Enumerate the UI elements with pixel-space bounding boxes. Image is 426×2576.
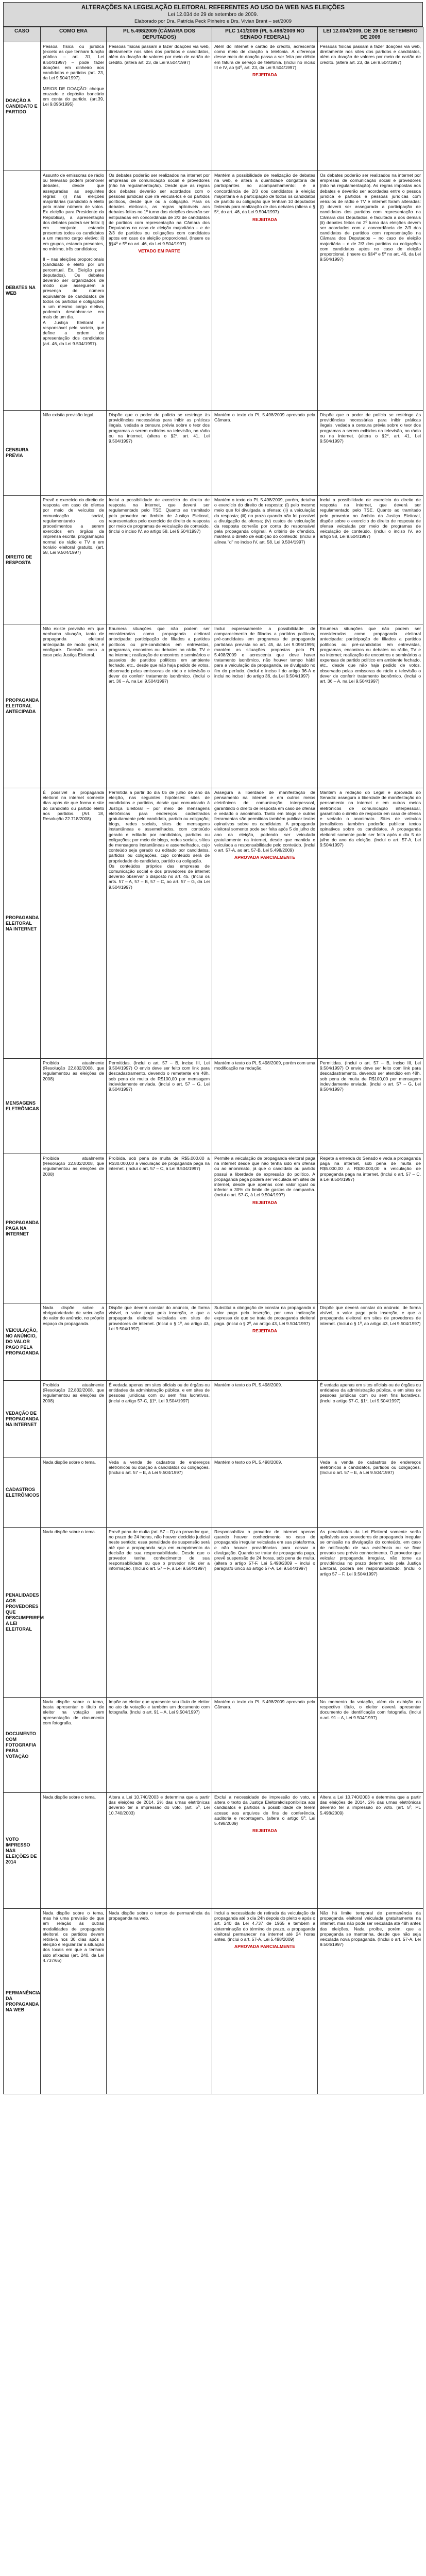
column-header-como-era: COMO ERA: [41, 27, 107, 42]
cell-plc-senado: [212, 1154, 318, 1303]
cell-como-era: [41, 1381, 107, 1458]
cell-pl-camara-text: Permitida a partir do dia 05 de julho de ano da eleição, nas seguintes hipóteses: sites de candidatos e partidos, desde que comunicado à Justiça Eleitoral – por meio de mensagens eletrônicas para endereços cadastrados gratuitamente pelo candidato, partido ou coligação; blogs, redes sociais, sites de mensagens instantâneas e assemelhados, com conteúdo gerado e editado por candidatos, partidos ou coligações; por meio de blogs, redes sociais, sítios de mensagens instantâneas e assemelhados, cujo conteúdo seja gerado ou editado por candidatos, partidos ou coligações, cujo conteúdo será de propriedade do candidato, partido ou coligação. Os conteúdos próprios das empresas de comunicação social e dos provedores de internet deverão observar o disposto no art. 45. (Inclui os arts. 57 – A, 57 – B, 57 – C, ao art. 57 – G, da Lei 9.504/1997): [109, 790, 210, 890]
cell-plc-senado: [212, 788, 318, 1059]
cell-como-era-text: Nada dispõe sobre o tema.: [43, 1794, 96, 1800]
cell-plc-senado-text: Mantém a possibilidade de realização de debates na web, e altera a quantidade obrigatória de participantes no acompanhamento: é a concordância de 2/3 dos candidatos à eleição majoritária e a participação de todos os candidatos de partido ou coligação que tenham 10 deputados federais para realização de dos debates (altera o § 5º, do art. 46, da Lei 9.504/1997): [214, 173, 315, 215]
cell-como-era-text: Nada dispõe sobre a obrigatoriedade de veiculação do valor do anúncio, no próprio espaço da propaganda.: [43, 1305, 104, 1326]
cell-lei: [318, 1154, 423, 1303]
cell-caso-text: DOAÇÃO A CANDIDATO E PARTIDO: [6, 98, 38, 114]
cell-caso-text: CADASTROS ELETRÔNICOS: [6, 1487, 40, 1498]
cell-plc-senado-text: Mantém o texto do PL 5.498/2009.: [214, 1460, 282, 1465]
cell-plc-senado: [212, 42, 318, 171]
cell-plc-senado: [212, 496, 318, 624]
cell-como-era: [41, 496, 107, 624]
cell-pl-camara-text: Pessoas físicas passam a fazer doações via web, diretamente nos sites dos partidos e candidatos, além da doação de valores por meio de cartão de crédito. (altera art. 23, da Lei 9.504/1997): [109, 44, 210, 65]
cell-como-era-text: Nada dispõe sobre o tema, basta apresentar o título de eleitor na votação sem apresentação de documento com fotografia.: [43, 1699, 104, 1725]
cell-caso-text: PROPAGANDA PAGA NA INTERNET: [6, 1220, 39, 1236]
cell-pl-camara-text: É vedada apenas em sites oficiais ou de órgãos ou entidades da administração pública, e em sites de pessoas jurídicas com ou sem fins lucrativos. (inclui o artigo 57-C, §1º, Lei 9.504/1997): [109, 1382, 210, 1403]
cell-caso-text: VEDAÇÃO DE PROPAGANDA NA INTERNET: [6, 1411, 39, 1427]
table-row: [4, 1303, 423, 1381]
cell-plc-senado-text: Assegura a liberdade de manifestação de pensamento na internet e em outros meios eletrônicos de comunicação interpessoal, garantindo o direito de resposta em caso de ofensa e vedado o anonimato. Tanto em blogs e outras ferramentas são permitidas também publicar textos opinativos sobre os candidatos. A propaganda eleitoral somente pode ser feita após 5 de julho do ano da eleição, podendo ser veiculada gratuitamente na internet, desde que mantida e veiculada a responsabilidade pelo conteúdo. (inclui o art. 57-A, ao art. 57-B, Lei 5.498/2009): [214, 790, 315, 853]
cell-como-era: [41, 1909, 107, 2094]
cell-plc-senado-text: Mantém o texto do PL 5.498/2009 aprovado pela Câmara.: [214, 412, 315, 423]
cell-lei-text: Veda a venda de cadastros de endereços eletrônicos a candidatos, partidos ou coligações. (Inclui o art. 57 – E, à Lei 9.504/1997): [320, 1460, 421, 1476]
table-row: [4, 1698, 423, 1793]
cell-caso-text: CENSURA PRÉVIA: [6, 447, 29, 458]
cell-pl-camara-text: Dispõe que o poder de polícia se restringe às providências necessárias para inibir as práticas ilegais, vedada a censura prévia sobre o teor dos programas a serem exibidos na televisão, no rádio ou na internet. (altera o §2º, art. 41, Lei 9.504/1997): [109, 412, 210, 444]
cell-caso-text: MENSAGENS ELETRÔNICAS: [6, 1100, 39, 1111]
column-header-pl-camara: PL 5.498/2009 (CÂMARA DOS DEPUTADOS): [107, 27, 212, 42]
cell-lei: [318, 42, 423, 171]
cell-como-era: [41, 1303, 107, 1381]
cell-caso: [4, 1381, 41, 1458]
cell-plc-senado: [212, 1303, 318, 1381]
cell-como-era: [41, 1154, 107, 1303]
cell-como-era-text: Proibida atualmente (Resolução 22.832/2008, que regulamentou as eleições de 2008): [43, 1156, 104, 1177]
cell-pl-camara: [107, 624, 212, 788]
cell-como-era-text: Prevê o exercício do direito de resposta em caso de ofensa por meio de veículos de comunicação social, regulamentando os procedimentos a serem exercidos em órgãos da imprensa escrita, programação normal de rádio e TV e em horário eleitoral gratuito. (art. 58, Lei 9.504/1997): [43, 497, 104, 555]
document-subtitle: Lei 12.034 de 29 de setembro de 2009.: [168, 12, 258, 18]
cell-pl-camara: [107, 42, 212, 171]
document-credit: Elaborado por Dra. Patrícia Peck Pinheiro e Drs. Vivian Brant – set/2009: [134, 19, 292, 24]
cell-lei: [318, 1909, 423, 2094]
cell-lei-text: É vedada apenas em sites oficiais ou de órgãos ou entidades da administração pública, e em sites de pessoas jurídicas com ou sem fins lucrativos. (inclui o artigo 57-C, §1º, Lei 9.504/1997): [320, 1382, 421, 1403]
cell-lei: [318, 411, 423, 496]
cell-pl-camara-text: Veda a venda de cadastros de endereços eletrônicos ou doação a candidatos ou coligações. (Inclui o art. 57 – E, à Lei 9.504/1997): [109, 1460, 210, 1476]
table-row: [4, 1381, 423, 1458]
cell-como-era: [41, 1528, 107, 1698]
cell-como-era-text: Nada dispõe sobre o tema.: [43, 1529, 96, 1534]
cell-lei-text: Dispõe que deverá constar do anúncio, de forma visível, o valor pago pela inserção, e que a propaganda eleitoral em sites de provedores de internet. (Inclui o § 1º, ao artigo 43, Lei 9.504/1997): [320, 1305, 421, 1326]
cell-plc-senado-text: Permite a veiculação de propaganda eleitoral paga na internet desde que não tenha sido em ofensa ou ao anonimato, já que o candidato ou partido possui a liberdade de expressão do político. A propaganda paga poderá ser veiculada em sites de internet, desde que apenas com valor igual ou inferior a 30% do limite de gastos de campanha. (inclui o art. 57-C, à Lei 9.504/1997): [214, 1156, 315, 1198]
cell-caso-text: VEICULAÇÃO, NO ANÚNCIO, DO VALOR PAGO PELA PROPAGANDA: [6, 1328, 39, 1355]
table-row: [4, 1458, 423, 1528]
cell-pl-camara: [107, 1528, 212, 1698]
cell-caso-text: DEBATES NA WEB: [6, 285, 36, 296]
cell-plc-senado-text: Inclui a necessidade de retirada da veiculação da propaganda até o dia 24h depois do pleito e após o art. 240 da Lei 4.737 de 1965 e também a determinação do término do prazo, a propaganda eleitoral permanecer na internet até 24 horas antes. (inclui o art. 57-A, Lei 5.498/2009): [214, 1910, 315, 1942]
document-title: ALTERAÇÕES NA LEGISLAÇÃO ELEITORAL REFERENTES AO USO DA WEB NAS ELEIÇÕES: [81, 5, 345, 11]
table-row: [4, 1909, 423, 2094]
cell-caso: [4, 624, 41, 788]
cell-plc-senado-text: Mantém o texto do PL 5.498/2009, porém, detalha o exercício do direito de resposta: (i) pelo mesmo meio que foi divulgada a ofensa; (ii) a veiculação da resposta; (iii) no prazo quando não foi possível a divulgação da ofensa; (iv) custos de veiculação da resposta correrão por conta do responsável pela propaganda original. A critério de ofendido, manterá o direito de exibição do conteúdo. (inclui a alínea "d" no inciso IV, art. 58, Lei 9.504/1997): [214, 497, 315, 545]
table-row: [4, 1528, 423, 1698]
cell-plc-senado: [212, 171, 318, 411]
cell-lei: [318, 171, 423, 411]
cell-lei-text: As penalidades da Lei Eleitoral somente serão aplicáveis aos provedores de propaganda irregular se omissão na divulgação do conteúdo, em caso de notificação de sua existência ou se ficar provado seu prévio conhecimento. O provedor que veicular propaganda irregular, não tome as providências no prazo determinado pela Justiça Eleitoral, poderá ser responsabilizado. (inclui o artigo 57 – F, Lei 9.504/1997): [320, 1529, 421, 1577]
cell-plc-senado-text: Substitui a obrigação de constar na propaganda o valor pago pela inserção, por uma indicação expressa de que se trata de propaganda eleitoral paga. (inclui o § 2º, ao artigo 43, Lei 9.504/1997): [214, 1305, 315, 1326]
cell-como-era: [41, 788, 107, 1059]
cell-pl-camara-text: Impõe ao eleitor que apresente seu título de eleitor no ato da votação e também um documento com fotografia. (Inclui o art. 91 – A, Lei 9.504/1997): [109, 1699, 210, 1715]
cell-como-era: [41, 42, 107, 171]
cell-lei: [318, 624, 423, 788]
cell-como-era: [41, 171, 107, 411]
cell-como-era: [41, 1793, 107, 1909]
cell-pl-camara: [107, 496, 212, 624]
cell-como-era: [41, 624, 107, 788]
cell-caso-text: PROPAGANDA ELEITORAL NA INTERNET: [6, 914, 39, 931]
status-label: REJEITADA: [252, 1199, 278, 1205]
cell-como-era: [41, 1458, 107, 1528]
cell-lei-text: Os debates poderão ser realizados na internet por empresas de comunicação social e provedores (não há regulamentação). As regras impostas aos debates e deverão ser acordadas entre o pessoa jurídica e partidos e pessoas jurídicas com veículos de rádio e TV e internet foram alteradas: (i) deverá ser assegurada a participação de candidatos dos partidos com representação na Câmara dos Deputados, e facultada a dos demais (ii) debates feitos no 2º turno das eleições devem ser acordados com a concordância de 2/3 dos candidatos de partidos com representação na Câmara dos Deputados – no caso de eleição majoritária – e de 2/3 dos partidos ou coligações com candidatos aptos no caso de eleição proporcional. (Insere os §§4º e 5º no art. 46, da Lei 9.504/1997): [320, 173, 421, 262]
cell-plc-senado: [212, 624, 318, 788]
cell-pl-camara-text: Enumera situações que não podem ser consideradas como propaganda eleitoral antecipada: participação de filiados a partidos políticos ou pré-candidatos em entrevistas, programas, encontros ou debates no rádio, TV e na internet; realização de encontros e seminários e passeios de partidos políticos em ambiente fechado, etc., desde que não haja pedido de votos, observado pelas emissoras de rádio e televisão o dever de conferir tratamento isonômico. (Inclui o art. 36 – A, na Lei 9.504/1997): [109, 626, 210, 684]
cell-como-era-text: Pessoa física ou jurídica (exceto as que tenham função pública – art. 31, Lei 9.504/1997) – pode fazer doações em dinheiro aos candidatos e partidos (art. 23, da Lei 9.504/1997). MEIOS DE DOAÇÃO: cheque cruzado e depósito bancário em conta do partido. (art.39, Lei 9.096/1995): [43, 44, 104, 107]
cell-pl-camara: [107, 1154, 212, 1303]
cell-caso: [4, 1303, 41, 1381]
cell-caso: [4, 42, 41, 171]
cell-pl-camara: [107, 1909, 212, 2094]
cell-pl-camara: [107, 1698, 212, 1793]
cell-plc-senado: [212, 1381, 318, 1458]
table-row: [4, 1059, 423, 1154]
cell-como-era-text: É possível a propaganda eleitoral na internet somente dias após de que forma o site do candidato ou partido eleito aos partidos. (Art. 18, Resolução 22.718/2008): [43, 790, 104, 822]
cell-caso: [4, 1458, 41, 1528]
cell-lei: [318, 1698, 423, 1793]
cell-plc-senado: [212, 1458, 318, 1528]
cell-pl-camara-text: Os debates poderão ser realizados na internet por empresas de comunicação social e provedores (não há regulamentação). Desde que as regras dos debates deverão ser acordados com o pessoas jurídicas que irá veiculá-los e os partidos políticos, desde que ou a coligação. Para os debates eleitorais, as regras aplicáveis aos debates feitos no 1º turno das eleições deverão ser estipuladas em concordância de 2/3 de candidatos de partidos com representação na Câmara dos Deputados no caso de eleição majoritária – e de 2/3 de partidos ou coligações com candidatos aptos em caso de eleição proporcional. (Insere os §§4º e 5º no art. 46, da Lei 9.504/1997): [109, 173, 210, 246]
cell-caso-text: DIREITO DE RESPOSTA: [6, 554, 32, 565]
cell-como-era-text: Nada dispõe sobre o tema.: [43, 1460, 96, 1465]
cell-pl-camara: [107, 411, 212, 496]
cell-caso: [4, 1909, 41, 2094]
cell-caso: [4, 1528, 44, 1698]
cell-pl-camara: [107, 1458, 212, 1528]
cell-lei: [318, 1458, 423, 1528]
cell-lei: [318, 1793, 423, 1909]
cell-como-era-text: Assunto de emissoras de rádio ou televisão podem promover debates, desde que asseguradas as seguintes regras: (i) nas eleições majoritárias (candidato à eleito pela maior número de votos. Ex eleição para Presidente da República), a apresentação dos debates poderá ser feita: i) em conjunto, estando presentes todos os candidatos a um mesmo cargo eletivo; ii) em grupos, estando presentes, no mínimo, três candidatos; II – nas eleições proporcionais (candidato é eleito por um percentual. Ex. Eleição para deputados). Os debates deverão ser organizados de modo que assegurem a presença de número equivalente de candidatos de todos os partidos e coligações a um mesmo cargo eletivo, podendo desdobrar-se em mais de um dia. A Justiça Eleitoral é responsável pelo sorteio, que define a ordem de apresentação dos candidatos (art. 46, da Lei 9.504/1997).: [43, 173, 104, 346]
cell-lei: [318, 1303, 423, 1381]
cell-plc-senado-text: Além do internet e cartão de crédito, acrescenta como meio de doação a telefonia. A diferença desse meio de doação passa a ser feita por débito em fatura de serviço de telefonia. (inclui no inciso III e IV, ao §4º, art. 23, da Lei 9.504/1997): [214, 44, 315, 70]
cell-lei-text: Pessoas físicas passam a fazer doações via web, diretamente nos sites dos partidos e candidatos, além da doação de valores por meio de cartão de crédito. (altera art. 23, da Lei 9.504/1997): [320, 44, 421, 65]
cell-plc-senado: [212, 1793, 318, 1909]
cell-caso: [4, 788, 41, 1059]
cell-plc-senado-text: Inclui expressamente a possibilidade de comparecimento de filiados a partidos políticos, pré-candidatos em programas de propaganda partidária prevista no art. 45, da Lei 9.096/1995; mantém as situações propostas pelo PL 5.498/2009 e acrescenta que deve haver tratamento isonômico, não houver tempo hábil para a veiculação da propaganda, se divulgado no fim do período. (inclui o inciso I do artigo 36-A e inclui no inciso I do artigo 36, da Lei 9.504/1997): [214, 626, 315, 679]
cell-caso: [4, 496, 41, 624]
table-row: [4, 411, 423, 496]
cell-pl-camara: [107, 1059, 212, 1154]
cell-caso-text: PROPAGANDA ELEITORAL ANTECIPADA: [6, 698, 39, 714]
cell-pl-camara-text: Inclui a possibilidade de exercício do direito de resposta na internet, que deverá ser regulamentado pelo TSE. Quanto ao tramitado pelo provedor no âmbito de Justiça Eleitoral, representados pelo exercício de direito de resposta por meio de programas de veiculação de conteúdo. (inclui o inciso IV, ao artigo 58, Lei 9.504/1997): [109, 497, 210, 534]
cell-como-era-text: Não existia previsão legal.: [43, 412, 95, 417]
column-header-lei: LEI 12.034/2009, DE 29 DE SETEMBRO DE 2009: [318, 27, 423, 42]
cell-como-era-text: Não existe previsão em que nenhuma situação, tanto de propaganda eleitoral antecipada de modo geral, é configure. Decisão caso a caso pela Justiça Eleitoral.: [43, 626, 104, 658]
cell-caso: [4, 171, 41, 411]
cell-lei: [318, 496, 423, 624]
cell-lei-text: No momento da votação, além da exibição do respectivo título, o eleitor deverá apresentar documento de identificação com fotografia. (Inclui o art. 91 – A, Lei 9.504/1997): [320, 1699, 421, 1720]
cell-lei-text: Mantém a redação do Legal e aprovada do Senado: assegura a liberdade de manifestação do pensamento na internet e em outros meios eletrônicos de comunicação interpessoal, garantindo o direito de resposta em caso de ofensa e vedado o anonimato. Sites de veículos jornalísticos também poderão publicar textos opinativos sobre os candidatos. A propaganda eleitoral somente pode ser feita após o dia 5 de julho do ano da eleição. (inclui o art. 57-A, Lei 9.504/1997): [320, 790, 421, 848]
cell-como-era-text: Proibida atualmente (Resolução 22.832/2008, que regulamentou as eleições de 2008): [43, 1382, 104, 1403]
cell-como-era: [41, 411, 107, 496]
status-label: REJEITADA: [252, 1828, 278, 1834]
status-label: VETADO EM PARTE: [138, 248, 180, 253]
table-row: [4, 42, 423, 171]
cell-caso-text: PENALIDADES AOS PROVEDORES QUE DESCUMPRIREM A LEI ELEITORAL: [6, 1592, 44, 1632]
cell-caso: [4, 411, 41, 496]
cell-plc-senado-text: Responsabiliza o provedor de internet apenas quando houver conhecimento no caso de propaganda irregular veiculada em sua plataforma, e não houver providências para cessar a divulgação. Quando se tratar de propaganda paga, prevê suspensão de 24 horas, sob pena de multa. (altera o artigo 57-F, Lei 5.498/2009 – inclui o parágrafo único ao artigo 57-A, Lei 9.504/1997): [214, 1529, 315, 1571]
cell-plc-senado-text: Mantém o texto do PL 5.498/2009.: [214, 1382, 282, 1387]
cell-lei-text: Permitidas. (Inclui o art. 57 – B, inciso III, Lei 9.504/1997) O envio deve ser feito com link para descadastramento, devendo ser atendido em 48h, sob pena de multa de R$100,00 por mensagem indevidamente enviada. (inclui o art. 57 – G, Lei 9.504/1997): [320, 1060, 421, 1092]
cell-lei: [318, 1528, 423, 1698]
cell-lei-text: Não há limite temporal de permanência da propaganda eleitoral veiculada gratuitamente na internet, mas não pode ser veiculada até 48h antes das eleições. Nada proíbe, porém, que a propaganda se mantenha, desde que não seja veiculada nova propaganda. (Inclui o art. 57-A, Lei 9.504/1997): [320, 1910, 421, 1947]
cell-lei: [318, 1059, 423, 1154]
cell-pl-camara: [107, 1303, 212, 1381]
cell-caso: [4, 1059, 41, 1154]
table-row: [4, 171, 423, 411]
cell-pl-camara-text: Dispõe que deverá constar do anúncio, de forma visível, o valor pago pela inserção, e que a propaganda eleitoral veiculada em sites de provedores de internet. (Inclui o § 1º, ao artigo 43, Lei 9.504/1997): [109, 1305, 210, 1331]
status-label: APROVADA PARCIALMENTE: [234, 1944, 296, 1950]
document-header: [3, 2, 423, 27]
cell-caso-text: PERMANÊNCIA DA PROPAGANDA NA WEB: [6, 1990, 40, 2012]
cell-pl-camara-text: Prevê pena de multa (art. 57 – D) ao provedor que, no prazo de 24 horas, não houver decidido judicial neste sentido; essa penalidade de suspensão será até que a propaganda seja em cumprimento da decisão de sua responsabilidade. Desde que o provedor tenha conhecimento de sua responsabilidade ou que o provedor não der a informação. (Inclui o art. 57 – F, à Lei 9.504/1997): [109, 1529, 210, 1571]
cell-pl-camara: [107, 171, 212, 411]
cell-pl-camara-text: Nada dispõe sobre o tempo de permanência da propaganda na web.: [109, 1910, 210, 1921]
cell-lei: [318, 788, 423, 1059]
cell-plc-senado: [212, 411, 318, 496]
cell-caso: [4, 1154, 41, 1303]
cell-pl-camara-text: Proibida, sob pena de multa de R$5.000,00 a R$30.000,00 a veiculação de propaganda paga na internet. (Inclui o art. 57 – C, à Lei 9.504/1997): [109, 1156, 210, 1172]
cell-lei-text: Dispõe que o poder de polícia se restringe às providências necessárias para inibir práticas ilegais, vedada a censura prévia sobre o teor dos programas a serem exibidos na televisão, no rádio ou na internet. (altera o §2º, art. 41, Lei 9.504/1997): [320, 412, 421, 444]
cell-lei-text: Altera a Lei 10.740/2003 e determina que a partir das eleições de 2014, 2% das urnas eletrônicas deverão ter a impressão do voto. (art. 5º, PL 5.498/2009): [320, 1794, 421, 1816]
cell-plc-senado: [212, 1059, 318, 1154]
table-row: [4, 788, 423, 1059]
cell-plc-senado-text: Mantém o texto do PL 5.498/2009 aprovado pela Câmara.: [214, 1699, 315, 1710]
cell-lei: [318, 1381, 423, 1458]
cell-caso: [4, 1698, 41, 1793]
column-header-caso: CASO: [4, 27, 41, 42]
status-label: APROVADA PARCIALMENTE: [234, 855, 296, 860]
cell-lei-text: Repete a emenda do Senado e veda a propaganda paga na internet, sob pena de multa de R$5.000,00 a R$30.000,00 a veiculação de propaganda paga na internet. (Inclui o art. 57 – C, à Lei 9.504/1997): [320, 1156, 421, 1182]
table-row: [4, 496, 423, 624]
status-label: REJEITADA: [252, 216, 278, 222]
cell-como-era: [41, 1698, 107, 1793]
comparison-table: [3, 27, 423, 2094]
cell-lei-text: Enumera situações que não podem ser consideradas como propaganda eleitoral antecipada: participação de filiados a partidos políticos ou pré-candidatos em entrevistas, programas, encontros ou debates no rádio, TV e na internet; realização de encontros e seminários a expensas de partido político em ambiente fechado, etc., desde que não haja pedido de votos, observado pelas emissoras de rádio e televisão o dever de conferir tratamento isonômico. (Inclui o art. 36 – A, na Lei 9.504/1997): [320, 626, 421, 684]
cell-pl-camara: [107, 1793, 212, 1909]
table-row: [4, 1154, 423, 1303]
table-row: [4, 624, 423, 788]
cell-pl-camara: [107, 1381, 212, 1458]
cell-plc-senado: [212, 1698, 318, 1793]
cell-caso: [4, 1793, 41, 1909]
cell-pl-camara: [107, 788, 212, 1059]
status-label: REJEITADA: [252, 72, 278, 78]
cell-como-era: [41, 1059, 107, 1154]
status-label: REJEITADA: [252, 1328, 278, 1333]
cell-plc-senado: [212, 1909, 318, 2094]
cell-caso-text: VOTO IMPRESSO NAS ELEIÇÕES DE 2014: [6, 1836, 37, 1865]
cell-plc-senado: [212, 1528, 318, 1698]
table-body: [4, 42, 423, 2094]
column-header-plc-senado: PLC 141/2009 (PL 5.498/2009 NO SENADO FEDERAL): [212, 27, 318, 42]
cell-pl-camara-text: Altera a Lei 10.740/2003 e determina que a partir das eleições de 2014, 2% das urnas eletrônicas deverão ter a impressão do voto. (art. 5º, Lei 10.740/2003): [109, 1794, 210, 1816]
cell-lei-text: Inclui a possibilidade de exercício do direito de resposta na internet, que deverá ser regulamentado pelo TSE. Quanto ao tramitado pelo provedor no âmbito da Justiça Eleitoral, dispõe sobre o exercício do direito de resposta de ofensa veiculada por meio de programas de veiculação de conteúdo. (inclui o inciso IV, ao artigo 58, Lei 9.504/1997): [320, 497, 421, 539]
table-header-row: [4, 27, 423, 42]
table-row: [4, 1793, 423, 1909]
cell-como-era-text: Proibida atualmente (Resolução 22.832/2008, que regulamentou as eleições de 2008): [43, 1060, 104, 1081]
cell-plc-senado-text: Exclui a necessidade de impressão do voto, e altera o texto da Justiça Eleitoral/disponibiliza aos candidatos e partidos a possibilidade de terem acesso aos arquivos de fins de conferência, auditoria e recontagem. (altera o artigo 5º, Lei 5.498/2009): [214, 1794, 315, 1826]
cell-pl-camara-text: Permitidas. (Inclui o art. 57 – B, inciso III, Lei 9.504/1997) O envio deve ser feito com link para descadastramento, devendo o remetente em 48h, sob pena de multa de R$100,00 por mensagem indevidamente enviada. (inclui o art. 57 – G, Lei 9.504/1997): [109, 1060, 210, 1092]
cell-como-era-text: Nada dispõe sobre o tema, mas há uma previsão de que em relação às outras modalidades de propaganda eleitoral, os partidos devem retirá-la nos 30 dias após a eleição e regularizar a situação dos locais em que a tenham sido afixadas (art. 240, da Lei 4.737/65): [43, 1910, 104, 1963]
cell-plc-senado-text: Mantém o texto do PL 5.498/2009, porém com uma modificação na redação.: [214, 1060, 316, 1071]
cell-caso-text: DOCUMENTO COM FOTOGRAFIA PARA VOTAÇÃO: [6, 1731, 36, 1759]
